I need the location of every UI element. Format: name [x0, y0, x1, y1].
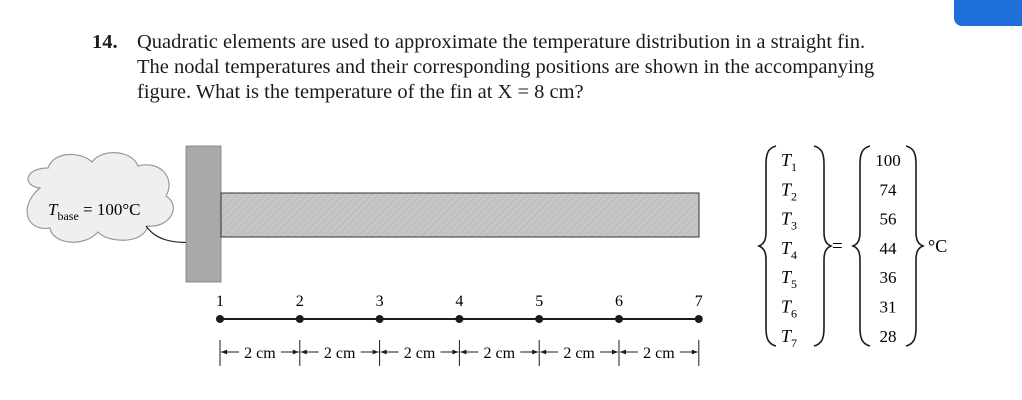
vector-symbol-T3: $T_3$: [781, 208, 798, 233]
spacing-label: 2 cm: [403, 345, 436, 362]
problem-line-3: figure. What is the temperature of the fin at X = 8 cm?: [137, 81, 584, 103]
node-2-label: 2: [295, 293, 304, 310]
spacing-label: 2 cm: [244, 345, 276, 362]
fin-bar: [221, 193, 699, 237]
node-3-dot: [376, 315, 384, 323]
node-1-label: 1: [216, 293, 224, 310]
wall-base: [186, 146, 221, 282]
node-4-label: 4: [455, 293, 464, 310]
right-brace-rhs: [906, 146, 923, 346]
vector-symbol-T4: $T_4$: [781, 237, 798, 262]
spacing-label: 2 cm: [563, 345, 595, 362]
node-4-dot: [455, 315, 463, 323]
vector-symbol-T1: $T_1$: [781, 150, 798, 174]
vector-value-2: 74: [879, 180, 897, 200]
vector-value-6: 31: [879, 297, 897, 317]
node-5-label: 5: [535, 293, 544, 310]
problem-line-2: The nodal temperatures and their corresponding positions are shown in the accompanying: [137, 56, 875, 78]
node-7-label: 7: [694, 293, 703, 310]
vector-symbol-T6: $T_6$: [781, 296, 798, 321]
unit-label: °C: [928, 236, 948, 256]
equals-sign: =: [832, 236, 843, 257]
node-6-dot: [615, 315, 623, 323]
nodal-temperature-vector: [759, 146, 947, 350]
vector-symbol-T5: $T_5$: [781, 267, 798, 292]
vector-value-3: 56: [879, 209, 897, 229]
node-1-dot: [216, 315, 224, 323]
vector-symbol-T2: $T_2$: [781, 179, 798, 204]
left-brace-rhs: [853, 146, 870, 346]
problem-line-1: Quadratic elements are used to approximate the temperature distribution in a straight fin.: [137, 31, 866, 53]
vector-value-5: 36: [879, 268, 897, 288]
vector-value-7: 28: [879, 326, 897, 346]
left-brace-lhs: [759, 146, 776, 346]
node-3-label: 3: [375, 293, 384, 310]
base-temperature-label: $T_{base} = 100^\circ C$: [48, 200, 141, 223]
spacing-label: 2 cm: [483, 345, 516, 362]
node-7-dot: [695, 315, 703, 323]
node-6-label: 6: [615, 293, 623, 310]
base-temperature-cloud: [27, 153, 173, 243]
spacing-label: 2 cm: [323, 345, 356, 362]
node-5-dot: [535, 315, 543, 323]
spacing-dimensions: [220, 340, 699, 366]
vector-value-1: 100: [875, 151, 901, 170]
node-2-dot: [296, 315, 304, 323]
vector-value-4: 44: [879, 238, 897, 258]
spacing-label: 2 cm: [643, 345, 675, 362]
problem-number: 14.: [92, 31, 118, 53]
right-brace-lhs: [814, 146, 831, 346]
vector-symbol-T7: $T_7$: [781, 325, 798, 350]
